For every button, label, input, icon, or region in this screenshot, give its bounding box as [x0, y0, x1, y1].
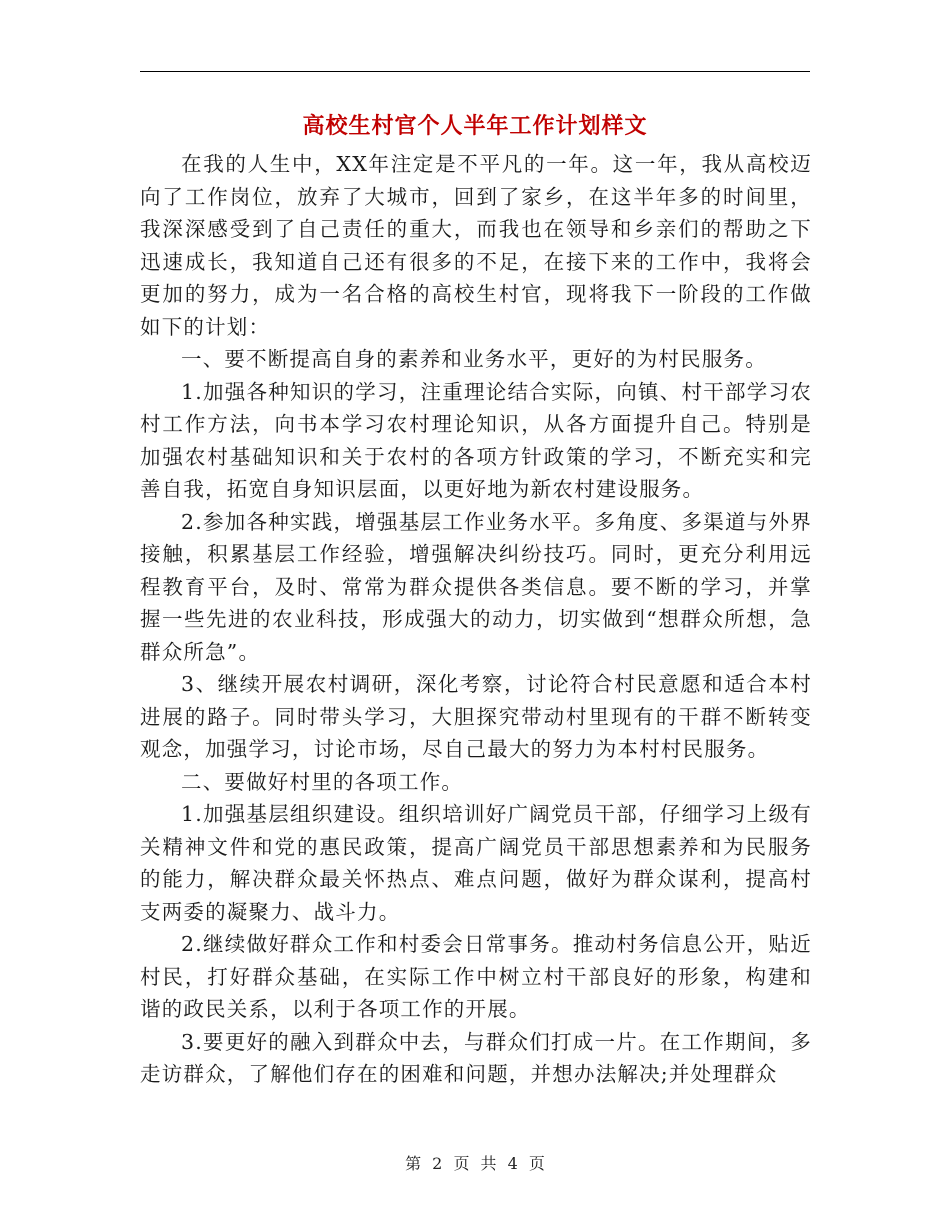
document-body — [140, 148, 812, 1091]
header-rule — [140, 71, 810, 72]
paragraph-2-2: 2.继续做好群众工作和村委会日常事务。推动村务信息公开，贴近村民，打好群众基础，在实际工作中树立村干部良好的形象，构建和谐的政民关系，以利于各项工作的开展。 — [140, 932, 812, 1021]
paragraph-intro: 在我的人生中，XX年注定是不平凡的一年。这一年，我从高校迈向了工作岗位，放弃了大城市，回到了家乡，在这半年多的时间里，我深深感受到了自己责任的重大，而我也在领导和乡亲们的帮助之下迅速成长，我知道自己还有很多的不足，在接下来的工作中，我将会更加的努力，成为一名合格的高校生村官，现将我下一阶段的工作做如下的计划： — [140, 152, 812, 339]
section-heading-1: 一、要不断提高自身的素养和业务水平，更好的为村民服务。 — [181, 347, 767, 371]
paragraph-2-3: 3.要更好的融入到群众中去，与群众们打成一片。在工作期间，多走访群众，了解他们存在的困难和问题，并想办法解决;并处理群众 — [140, 1029, 812, 1086]
paragraph-1-1: 1.加强各种知识的学习，注重理论结合实际，向镇、村干部学习农村工作方法，向书本学习农村理论知识，从各方面提升自己。特别是加强农村基础知识和关于农村的各项方针政策的学习，不断充实和完善自我，拓宽自身知识层面，以更好地为新农村建设服务。 — [140, 379, 812, 501]
section-heading-2: 二、要做好村里的各项工作。 — [181, 769, 464, 794]
document-title: 高校生村官个人半年工作计划样文 — [302, 113, 648, 139]
paragraph-1-3: 3、继续开展农村调研，深化考察，讨论符合村民意愿和适合本村进展的路子。同时带头学习，大胆探究带动村里现有的干群不断转变观念，加强学习，讨论市场，尽自己最大的努力为本村村民服务。 — [140, 672, 812, 761]
paragraph-1-2: 2.参加各种实践，增强基层工作业务水平。多角度、多渠道与外界接触，积累基层工作经验，增强解决纠纷技巧。同时，更充分利用远程教育平台，及时、常常为群众提供各类信息。要不断的学习，并掌握一些先进的农业科技，形成强大的动力，切实做到“想群众所想，急群众所急”。 — [140, 509, 812, 664]
paragraph-2-1: 1.加强基层组织建设。组织培训好广阔党员干部，仔细学习上级有关精神文件和党的惠民政策，提高广阔党员干部思想素养和为民服务的能力，解决群众最关怀热点、难点问题，做好为群众谋利，提高村支两委的凝聚力、战斗力。 — [140, 802, 812, 924]
page-footer: 第 2 页 共 4 页 — [405, 1154, 545, 1173]
